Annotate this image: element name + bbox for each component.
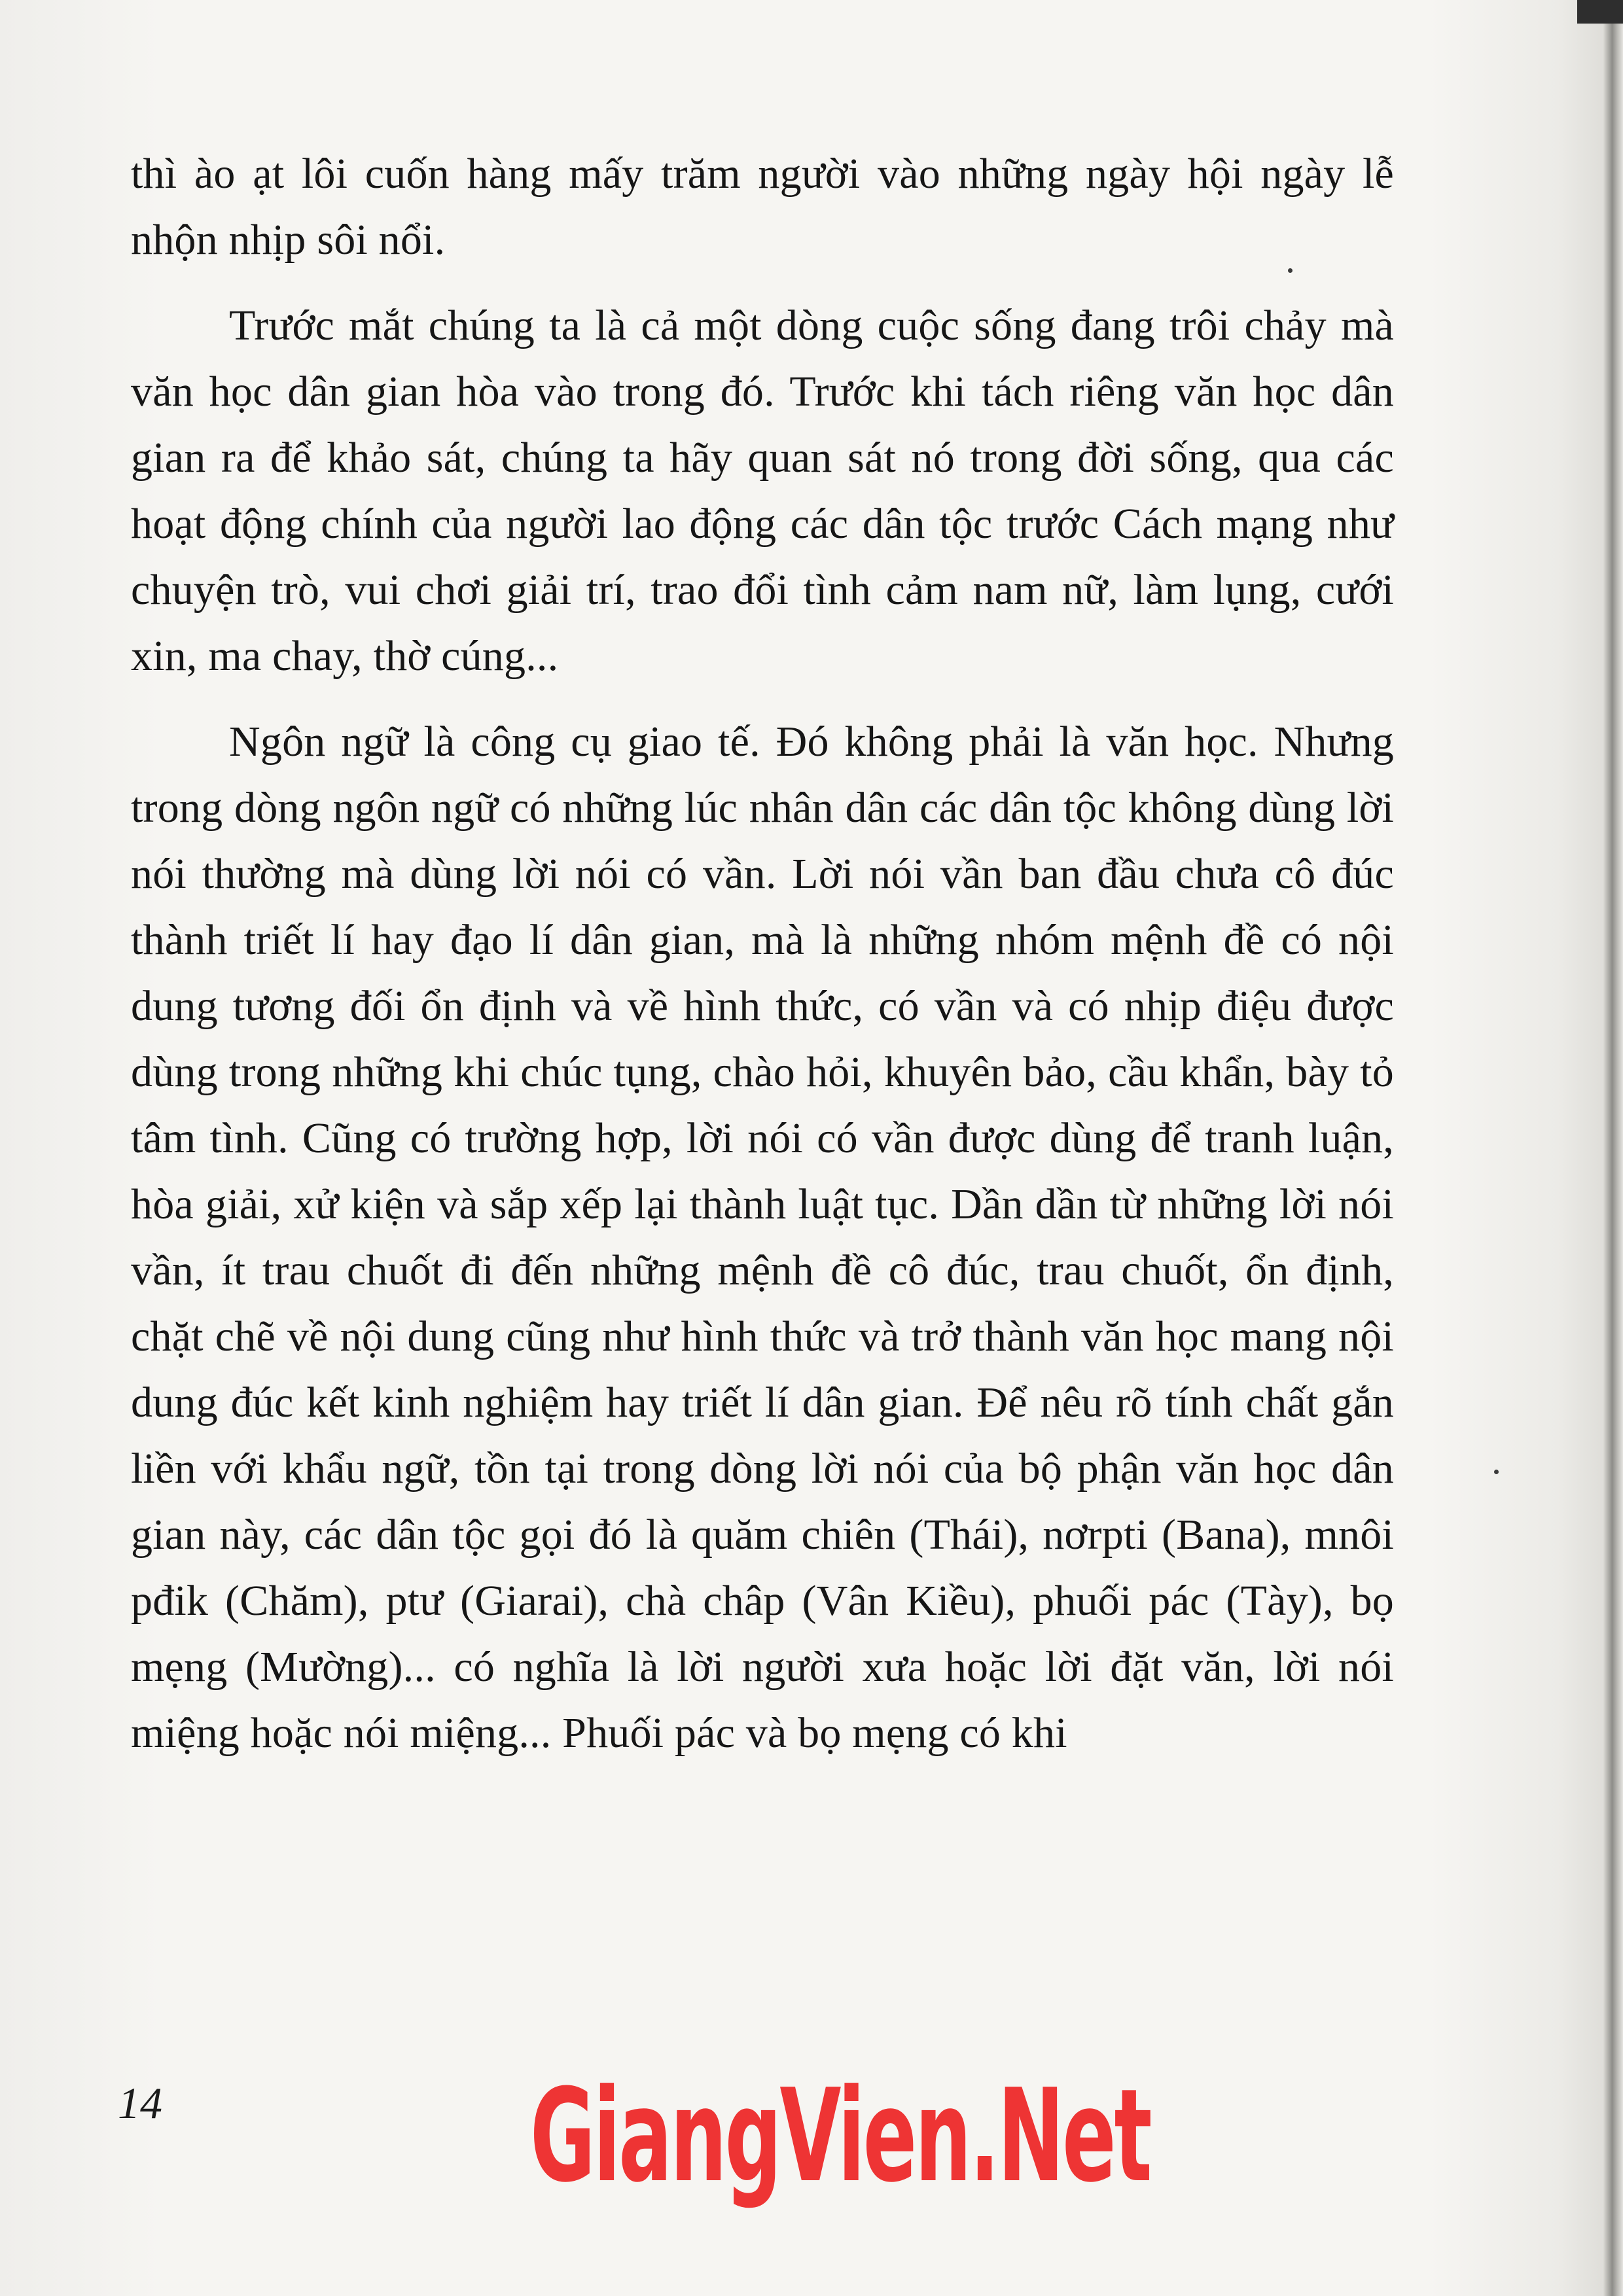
scan-speck (1288, 268, 1293, 273)
page-corner-shadow (1577, 0, 1623, 24)
body-text (131, 141, 1394, 1766)
watermark-logo: GiangVien.Net (530, 2062, 1150, 2211)
scan-speck (1494, 1470, 1499, 1474)
paragraph: Ngôn ngữ là công cụ giao tế. Đó không phải là văn học. Nhưng trong dòng ngôn ngữ có những lúc nhân dân các dân tộc không dùng lời nói thường mà dùng lời nói có vần. Lời nói vần ban đầu chưa cô đúc thành triết lí hay đạo lí dân gian, mà là những nhóm mệnh đề có nội dung tương đối ổn định và về hình thức, có vần và có nhịp điệu được dùng trong những khi chúc tụng, chào hỏi, khuyên bảo, cầu khẩn, bày tỏ tâm tình. Cũng có trường hợp, lời nói có vần được dùng để tranh luận, hòa giải, xử kiện và sắp xếp lại thành luật tục. Dần dần từ những lời nói vần, ít trau chuốt đi đến những mệnh đề cô đúc, trau chuốt, ổn định, chặt chẽ về nội dung cũng như hình thức và trở thành văn học mang nội dung đúc kết kinh nghiệm hay triết lí dân gian. Để nêu rõ tính chất gắn liền với khẩu ngữ, tồn tại trong dòng lời nói của bộ phận văn học dân gian này, các dân tộc gọi đó là quăm chiên (Thái), nơrpti (Bana), mnôi pđik (Chăm), ptư (Giarai), chà châp (Vân Kiều), phuối pác (Tày), bọ mẹng (Mường)... có nghĩa là lời người xưa hoặc lời đặt văn, lời nói miệng hoặc nói miệng... Phuối pác và bọ mẹng có khi (131, 718, 1394, 1757)
page-number: 14 (118, 2078, 162, 2128)
paragraph: Trước mắt chúng ta là cả một dòng cuộc sống đang trôi chảy mà văn học dân gian hòa vào trong đó. Trước khi tách riêng văn học dân gian ra để khảo sát, chúng ta hãy quan sát nó trong đời sống, qua các hoạt động chính của người lao động các dân tộc trước Cách mạng như chuyện trò, vui chơi giải trí, trao đổi tình cảm nam nữ, làm lụng, cưới xin, ma chay, thờ cúng... (131, 302, 1394, 680)
paragraph-continued: thì ào ạt lôi cuốn hàng mấy trăm người vào những ngày hội ngày lễ nhộn nhịp sôi nổi. (131, 150, 1394, 264)
page-binding-edge (1603, 0, 1623, 2296)
